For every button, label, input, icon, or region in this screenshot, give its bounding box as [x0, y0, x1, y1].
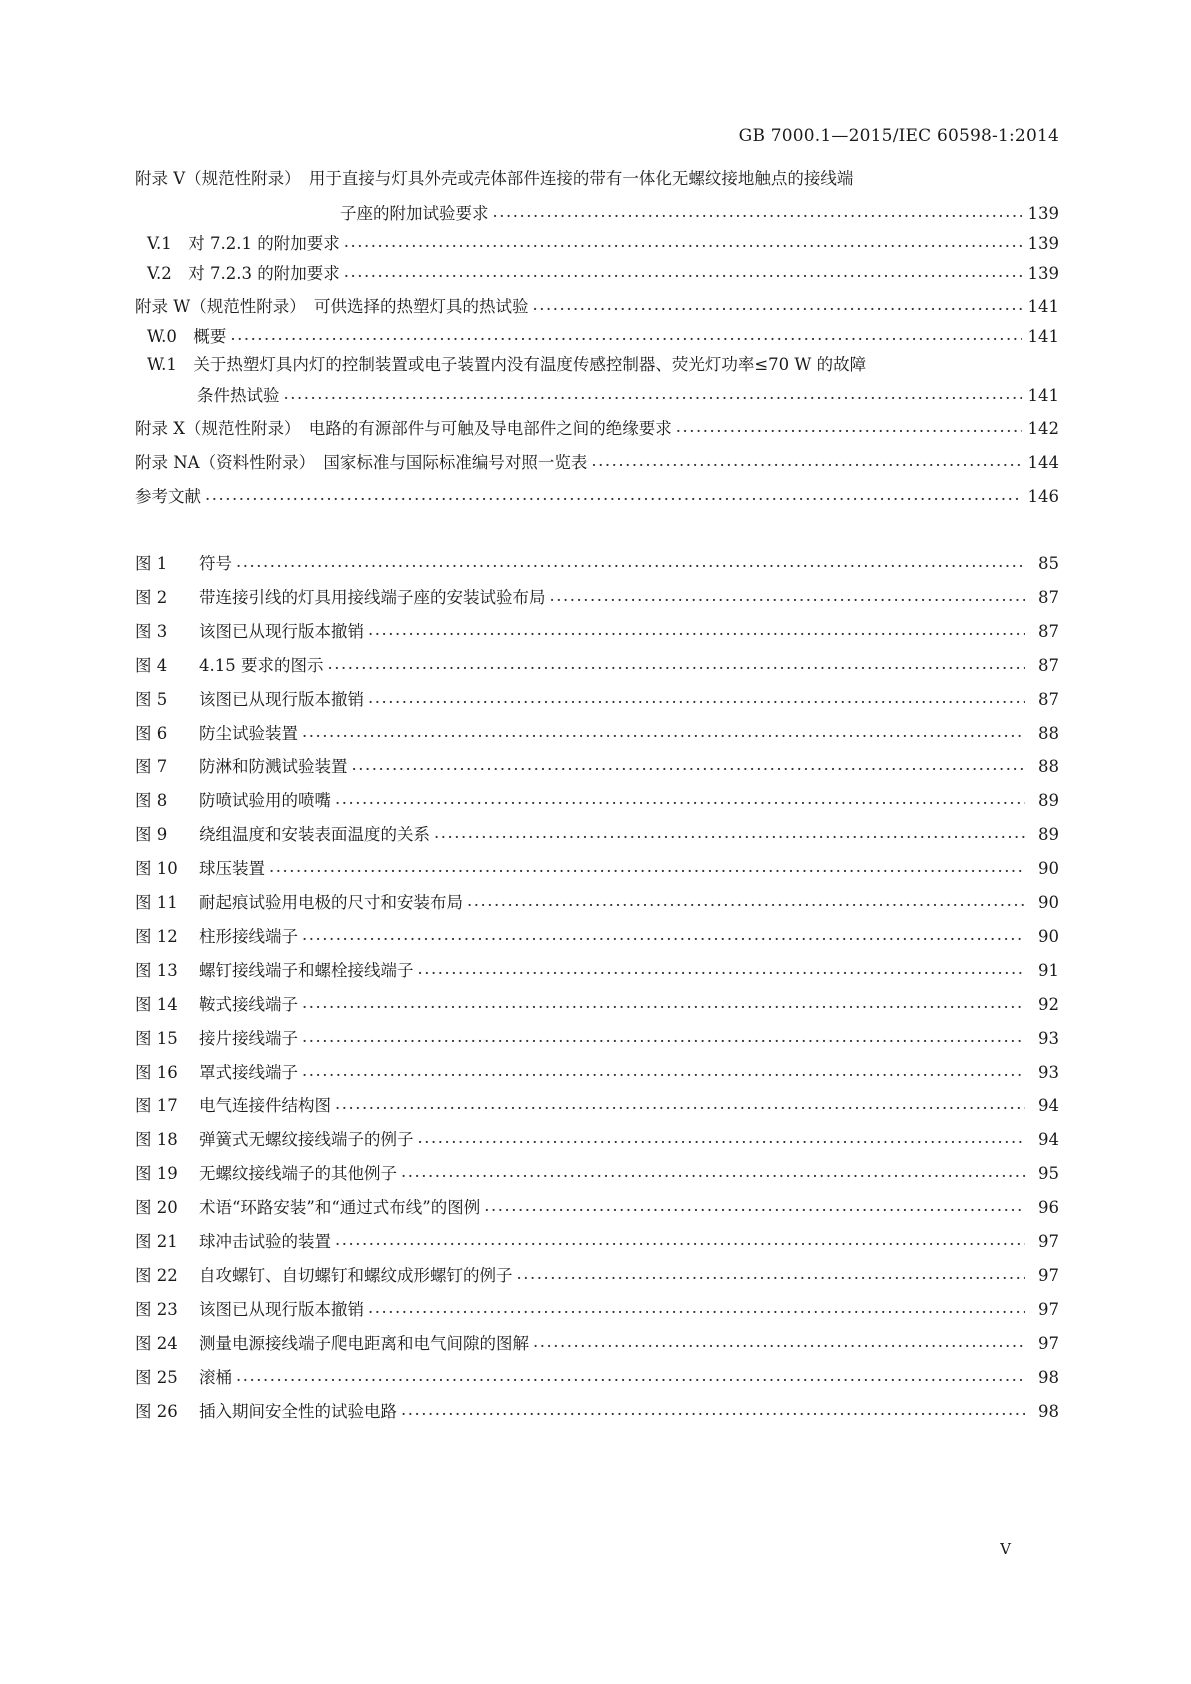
figure-page: 93 [1038, 1062, 1059, 1082]
figure-entry[interactable] [135, 1331, 1059, 1355]
toc-references[interactable] [135, 484, 1059, 508]
figure-entry[interactable] [135, 856, 1059, 880]
toc-label: 条件热试验 [197, 386, 280, 405]
toc-page: 146 [1027, 487, 1059, 506]
figure-page: 87 [1038, 621, 1059, 641]
figure-entry[interactable] [135, 1060, 1059, 1084]
leader-dots [533, 1337, 1025, 1355]
figure-label [135, 960, 414, 982]
figure-label [135, 1163, 397, 1185]
figure-page: 89 [1038, 791, 1059, 811]
figure-entry[interactable] [135, 1399, 1059, 1423]
toc-page: 139 [1027, 264, 1059, 283]
figure-title: 电气连接件结构图 [199, 1096, 331, 1116]
figure-title: 鞍式接线端子 [199, 994, 298, 1014]
figure-number: 图 20 [135, 1198, 178, 1218]
figure-label [135, 858, 265, 880]
figure-title: 接片接线端子 [199, 1028, 298, 1048]
leader-dots [335, 1235, 1025, 1253]
toc-page: 141 [1027, 386, 1059, 405]
figure-label [135, 790, 331, 812]
figure-label [135, 1095, 331, 1117]
document-header [739, 126, 1059, 146]
figure-entry[interactable] [135, 585, 1059, 609]
leader-dots [418, 964, 1026, 982]
figure-label [135, 1062, 298, 1084]
figure-title: 球压装置 [199, 859, 265, 879]
figure-number: 图 16 [135, 1062, 178, 1082]
figure-title: 防尘试验装置 [199, 723, 298, 743]
figure-label [135, 587, 546, 609]
toc-page: 144 [1027, 453, 1059, 472]
figure-page: 90 [1038, 893, 1059, 912]
figure-entry[interactable] [135, 754, 1059, 778]
figure-entry[interactable] [135, 653, 1059, 677]
toc-label: 参考文献 [135, 487, 201, 506]
figure-page: 97 [1038, 1299, 1059, 1319]
leader-dots [532, 300, 1021, 318]
figure-entry[interactable] [135, 924, 1059, 948]
figure-number: 图 26 [135, 1401, 178, 1421]
figure-title: 绕组温度和安装表面温度的关系 [199, 825, 430, 845]
figure-label [135, 689, 364, 711]
toc-w0[interactable] [147, 324, 1059, 348]
figure-page: 96 [1038, 1198, 1059, 1218]
figure-title: 术语“环路安装”和“通过式布线”的图例 [199, 1198, 481, 1218]
figure-number: 图 24 [135, 1333, 178, 1353]
standard-number: GB 7000.1—2015/IEC 60598-1:2014 [738, 126, 1059, 146]
leader-dots [401, 1167, 1025, 1185]
figure-title: 该图已从现行版本撤销 [199, 621, 364, 641]
figure-page: 85 [1038, 554, 1059, 573]
toc-page: 142 [1027, 419, 1059, 438]
figure-page: 98 [1038, 1367, 1059, 1387]
figure-title: 滚桶 [199, 1367, 232, 1387]
leader-dots [327, 659, 1025, 677]
figure-title: 耐起痕试验用电极的尺寸和安装布局 [199, 893, 463, 912]
figure-entry[interactable] [135, 619, 1059, 643]
figure-page: 89 [1038, 825, 1059, 845]
figure-number: 图 25 [135, 1367, 178, 1387]
figure-label [135, 824, 430, 846]
figure-title: 弹簧式无螺纹接线端子的例子 [199, 1130, 414, 1150]
figure-page: 97 [1038, 1232, 1059, 1251]
leader-dots [418, 1133, 1026, 1151]
figure-page: 97 [1038, 1265, 1059, 1285]
toc-page: 141 [1027, 327, 1059, 346]
figure-title: 4.15 要求的图示 [199, 655, 324, 675]
figure-number: 图 17 [135, 1096, 178, 1116]
figure-page: 87 [1038, 655, 1059, 675]
toc-w1-title: W.1 关于热塑灯具内灯的控制装置或电子装置内没有温度传感控制器、荧光灯功率≤70 W 的故障 [147, 355, 867, 374]
figure-label [135, 994, 298, 1016]
toc-label: 附录 X（规范性附录） 电路的有源部件与可触及导电部件之间的绝缘要求 [135, 419, 672, 438]
figure-label [135, 1265, 513, 1287]
figure-entry[interactable] [135, 1229, 1059, 1253]
leader-dots [368, 625, 1025, 643]
leader-dots [236, 557, 1025, 575]
figure-page: 94 [1038, 1130, 1059, 1150]
figure-label [135, 1231, 331, 1253]
figure-label [135, 655, 323, 677]
figure-number: 图 21 [135, 1232, 178, 1251]
figure-number: 图 7 [135, 757, 168, 777]
figure-title: 带连接引线的灯具用接线端子座的安装试验布局 [199, 587, 546, 607]
toc-v2[interactable] [147, 261, 1059, 285]
figure-number: 图 22 [135, 1265, 178, 1285]
leader-dots [335, 794, 1025, 812]
figure-entry[interactable] [135, 1161, 1059, 1185]
figure-title: 插入期间安全性的试验电路 [199, 1401, 397, 1421]
toc-label: 子座的附加试验要求 [340, 204, 489, 223]
toc-annex-x[interactable] [135, 416, 1059, 440]
figure-title: 自攻螺钉、自切螺钉和螺纹成形螺钉的例子 [199, 1265, 513, 1285]
figure-entry[interactable] [135, 1093, 1059, 1117]
figure-page: 98 [1038, 1401, 1059, 1421]
leader-dots [335, 1099, 1025, 1117]
figure-number: 图 13 [135, 960, 178, 980]
figure-label [135, 892, 463, 914]
figure-number: 图 12 [135, 926, 178, 946]
figure-title: 螺钉接线端子和螺栓接线端子 [199, 960, 414, 980]
figure-number: 图 2 [135, 587, 168, 607]
figure-title: 该图已从现行版本撤销 [199, 689, 364, 709]
figure-label [135, 1367, 232, 1389]
figure-label [135, 1197, 480, 1219]
figure-entry[interactable] [135, 1127, 1059, 1151]
figure-page: 87 [1038, 689, 1059, 709]
figure-page: 95 [1038, 1164, 1059, 1184]
figure-label [135, 926, 298, 948]
figure-title: 测量电源接线端子爬电距离和电气间隙的图解 [199, 1333, 529, 1353]
figure-page: 93 [1038, 1028, 1059, 1048]
figure-number: 图 10 [135, 859, 178, 879]
figure-entry[interactable] [135, 1297, 1059, 1321]
leader-dots [517, 1269, 1026, 1287]
figure-number: 图 11 [135, 893, 178, 912]
figure-entry[interactable] [135, 822, 1059, 846]
figure-page: 88 [1038, 723, 1059, 743]
toc-label: V.2 对 7.2.3 的附加要求 [147, 264, 340, 283]
figure-number: 图 3 [135, 621, 168, 641]
toc-label: 附录 NA（资料性附录） 国家标准与国际标准编号对照一览表 [135, 453, 588, 472]
leader-dots [493, 207, 1022, 225]
leader-dots [236, 1371, 1025, 1389]
leader-dots [484, 1201, 1025, 1219]
leader-dots [434, 828, 1025, 846]
figure-number: 图 8 [135, 791, 168, 811]
leader-dots [230, 330, 1021, 348]
figure-number: 图 4 [135, 655, 168, 675]
leader-dots [302, 998, 1025, 1016]
leader-dots [368, 1303, 1025, 1321]
figure-entry[interactable] [135, 788, 1059, 812]
page-footer [1000, 1540, 1011, 1558]
figure-number: 图 15 [135, 1028, 178, 1048]
figure-number: 图 14 [135, 994, 178, 1014]
figure-page: 97 [1038, 1333, 1059, 1353]
figure-title: 球冲击试验的装置 [199, 1232, 331, 1251]
figure-number: 图 19 [135, 1164, 178, 1184]
leader-dots [401, 1405, 1025, 1423]
figure-label [135, 621, 364, 643]
figure-page: 91 [1038, 960, 1059, 980]
figure-label [135, 553, 232, 575]
leader-dots [302, 1066, 1025, 1084]
figure-title: 无螺纹接线端子的其他例子 [199, 1164, 397, 1184]
figure-entry[interactable] [135, 551, 1059, 575]
figure-label [135, 1028, 298, 1050]
figure-number: 图 18 [135, 1130, 178, 1150]
leader-dots [368, 693, 1025, 711]
figure-page: 92 [1038, 994, 1059, 1014]
figure-title: 符号 [199, 554, 232, 573]
figure-entry[interactable] [135, 992, 1059, 1016]
leader-dots [205, 490, 1022, 508]
leader-dots [550, 591, 1026, 609]
figure-label [135, 1129, 414, 1151]
toc-annex-v-title: 附录 V（规范性附录） 用于直接与灯具外壳或壳体部件连接的带有一体化无螺纹接地触点的接线端 [135, 169, 854, 188]
figure-page: 90 [1038, 859, 1059, 879]
leader-dots [344, 237, 1022, 255]
toc-annex-na[interactable] [135, 450, 1059, 474]
figure-page: 90 [1038, 926, 1059, 946]
leader-dots [676, 422, 1022, 440]
figure-page: 88 [1038, 757, 1059, 777]
figure-number: 图 5 [135, 689, 168, 709]
figure-number: 图 9 [135, 825, 168, 845]
figure-title: 防喷试验用的喷嘴 [199, 791, 331, 811]
leader-dots [269, 862, 1025, 880]
figure-title: 柱形接线端子 [199, 926, 298, 946]
figure-entry[interactable] [135, 1365, 1059, 1389]
figure-entry[interactable] [135, 1026, 1059, 1050]
figure-label [135, 723, 298, 745]
figure-page: 87 [1038, 587, 1059, 607]
page-numeral: V [1000, 1540, 1011, 1558]
figure-entry[interactable] [135, 1195, 1059, 1219]
toc-label: W.0 概要 [147, 327, 227, 346]
toc-label: 附录 W（规范性附录） 可供选择的热塑灯具的热试验 [135, 297, 529, 316]
figure-entry[interactable] [135, 1263, 1059, 1287]
figure-number: 图 23 [135, 1299, 178, 1319]
leader-dots [302, 727, 1025, 745]
toc-page: 139 [1027, 204, 1059, 223]
leader-dots [591, 456, 1021, 474]
toc-v1[interactable] [147, 231, 1059, 255]
toc-page: 139 [1027, 234, 1059, 253]
figure-label [135, 1333, 529, 1355]
toc-annex-v-line1[interactable] [135, 168, 1059, 190]
toc-page: 141 [1027, 297, 1059, 316]
figure-entry[interactable] [135, 890, 1059, 914]
leader-dots [302, 1032, 1025, 1050]
figure-title: 该图已从现行版本撤销 [199, 1299, 364, 1319]
toc-annex-w[interactable] [135, 294, 1059, 318]
figure-number: 图 1 [135, 554, 168, 573]
figure-number: 图 6 [135, 723, 168, 743]
figure-label [135, 1401, 397, 1423]
toc-label: V.1 对 7.2.1 的附加要求 [147, 234, 340, 253]
leader-dots [352, 760, 1026, 778]
figure-entry[interactable] [135, 958, 1059, 982]
figure-entry[interactable] [135, 687, 1059, 711]
figure-entry[interactable] [135, 721, 1059, 745]
figure-title: 罩式接线端子 [199, 1062, 298, 1082]
figure-label [135, 756, 348, 778]
figure-label [135, 1299, 364, 1321]
leader-dots [284, 389, 1022, 407]
toc-w1-line2[interactable] [197, 383, 1059, 407]
figure-title: 防淋和防溅试验装置 [199, 757, 348, 777]
toc-w1-line1[interactable] [147, 354, 1071, 376]
leader-dots [344, 267, 1022, 285]
toc-annex-v-line2[interactable] [340, 201, 1059, 225]
leader-dots [467, 896, 1025, 914]
leader-dots [302, 930, 1025, 948]
figure-page: 94 [1038, 1096, 1059, 1116]
